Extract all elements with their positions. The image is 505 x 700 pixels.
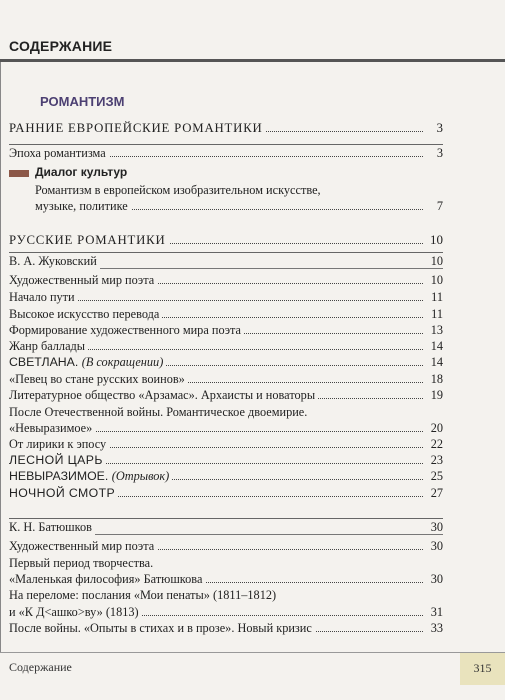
toc-entry-title: ЛЕСНОЙ ЦАРЬ	[9, 452, 106, 468]
toc-entry[interactable]	[9, 338, 443, 354]
toc-entry-title-line1: После Отечественной войны. Романтическое двоемирие.	[9, 405, 308, 419]
toc-entry-title-line1: На переломе: послания «Мои пенаты» (1811–1812)	[9, 588, 277, 602]
toc-entry[interactable]	[9, 387, 443, 403]
toc-entry[interactable]	[9, 468, 443, 484]
toc-entry[interactable]	[9, 452, 443, 468]
work-title: СВЕТЛАНА.	[9, 355, 79, 369]
toc-entry-title: Высокое искусство перевода	[9, 306, 162, 322]
header-rule	[0, 59, 505, 62]
toc-entry-page: 11	[423, 306, 443, 322]
toc-entry[interactable]	[9, 144, 443, 161]
section-heading: РОМАНТИЗМ	[40, 94, 125, 109]
toc-entry-page: 7	[423, 198, 443, 214]
work-note: (В сокращении)	[81, 355, 164, 369]
toc-entry-title: РУССКИЕ РОМАНТИКИ	[9, 232, 169, 248]
toc-entry-title: и «К Д<ашко>ву» (1813)	[9, 604, 142, 620]
toc-entry-page: 27	[423, 485, 443, 501]
toc-entry-page: 30	[423, 519, 443, 535]
toc-entry-page: 30	[423, 571, 443, 587]
toc-entry-title: НОЧНОЙ СМОТР	[9, 485, 118, 501]
toc-entry[interactable]	[9, 420, 443, 436]
toc-entry[interactable]	[9, 232, 443, 248]
toc-entry[interactable]	[9, 272, 443, 288]
toc-entry[interactable]	[9, 571, 443, 587]
work-title: НЕВЫРАЗИМОЕ.	[9, 469, 109, 483]
toc-entry-page: 3	[423, 145, 443, 161]
page-title: СОДЕРЖАНИЕ	[9, 38, 113, 54]
footer-label: Содержание	[9, 660, 72, 674]
toc-entry[interactable]	[9, 120, 443, 136]
toc-entry[interactable]	[9, 620, 443, 636]
dialog-marker-icon	[9, 170, 29, 177]
toc-entry-title-line1: Романтизм в европейском изобразительном искусстве,	[35, 183, 321, 197]
toc-entry-title: Формирование художественного мира поэта	[9, 322, 244, 338]
toc-entry-title: музыке, политике	[35, 198, 131, 214]
toc-entry-title: РАННИЕ ЕВРОПЕЙСКИЕ РОМАНТИКИ	[9, 120, 266, 136]
toc-entry-page: 18	[423, 371, 443, 387]
toc-entry-title: В. А. Жуковский	[9, 253, 100, 269]
toc-entry-page: 13	[423, 322, 443, 338]
toc-entry-title: К. Н. Батюшков	[9, 519, 95, 535]
page-number-box	[460, 653, 505, 685]
toc-author-entry[interactable]	[9, 252, 443, 269]
toc-entry-title: «Маленькая философия» Батюшкова	[9, 571, 205, 587]
footer-rule	[0, 652, 505, 653]
toc-entry-title: Художественный мир поэта	[9, 272, 157, 288]
toc-entry[interactable]	[9, 371, 443, 387]
toc-entry-title: «Певец во стане русских воинов»	[9, 371, 188, 387]
toc-entry-title: Литературное общество «Арзамас». Архаисты и новаторы	[9, 387, 318, 403]
toc-entry-page: 23	[423, 452, 443, 468]
work-note: (Отрывок)	[111, 469, 170, 483]
toc-entry-page: 33	[423, 620, 443, 636]
toc-entry-page: 22	[423, 436, 443, 452]
toc-entry-page: 3	[423, 120, 443, 136]
toc-entry-title: После войны. «Опыты в стихах и в прозе». Новый кризис	[9, 620, 315, 636]
page-number: 315	[473, 661, 492, 675]
toc-entry-page: 31	[423, 604, 443, 620]
toc-author-entry[interactable]	[9, 518, 443, 535]
toc-entry-title: Эпоха романтизма	[9, 145, 109, 161]
toc-entry-page: 25	[423, 468, 443, 484]
toc-entry-page: 30	[423, 538, 443, 554]
toc-entry-title: Художественный мир поэта	[9, 538, 157, 554]
toc-entry[interactable]	[35, 198, 443, 214]
toc-entry-page: 10	[423, 272, 443, 288]
toc-entry-page: 20	[423, 420, 443, 436]
toc-entry[interactable]	[9, 354, 443, 370]
toc-entry-page: 10	[423, 253, 443, 269]
left-margin-line	[0, 62, 1, 652]
toc-entry[interactable]	[9, 538, 443, 554]
toc-entry[interactable]	[9, 306, 443, 322]
toc-entry-title: Начало пути	[9, 289, 78, 305]
toc-entry-title-line1: Первый период творчества.	[9, 556, 154, 570]
toc-entry-page: 14	[423, 354, 443, 370]
toc-entry-title: От лирики к эпосу	[9, 436, 109, 452]
toc-entry-page: 11	[423, 289, 443, 305]
toc-entry-title: Жанр баллады	[9, 338, 88, 354]
toc-entry[interactable]	[9, 322, 443, 338]
dialog-heading: Диалог культур	[35, 165, 128, 179]
toc-entry-title	[9, 468, 172, 484]
toc-entry-title: «Невыразимое»	[9, 420, 95, 436]
toc-entry[interactable]	[9, 436, 443, 452]
toc-entry-page: 10	[423, 232, 443, 248]
toc-entry[interactable]	[9, 604, 443, 620]
toc-entry[interactable]	[9, 485, 443, 501]
toc-entry-page: 14	[423, 338, 443, 354]
toc-entry-title	[9, 354, 166, 370]
toc-entry[interactable]	[9, 289, 443, 305]
toc-entry-page: 19	[423, 387, 443, 403]
